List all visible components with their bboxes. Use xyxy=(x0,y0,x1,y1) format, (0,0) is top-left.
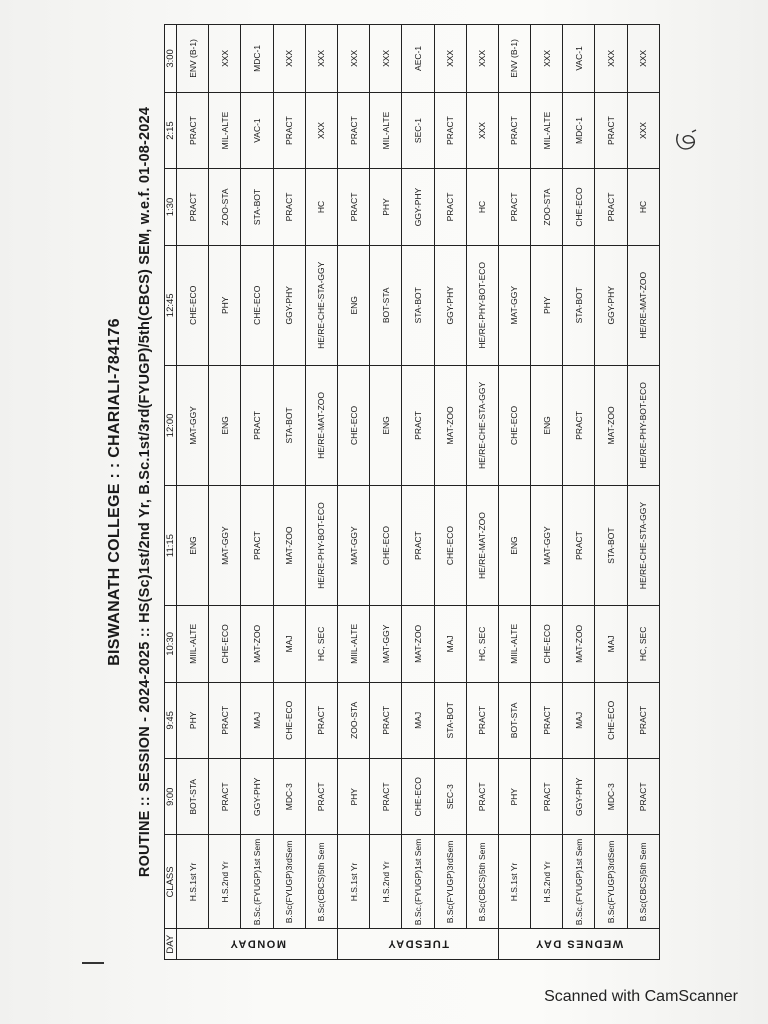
day-label: TUESDAY xyxy=(337,929,498,960)
class-cell: B.Sc.(FYUGP)1st Sem xyxy=(402,835,434,929)
class-cell: B.Sc(CBCS)5th Sem xyxy=(305,835,337,929)
subject-cell: CHE-ECO xyxy=(402,759,434,835)
subject-cell: PRACT xyxy=(402,365,434,485)
subject-cell: MDC-3 xyxy=(273,759,305,835)
subject-cell: HE/RE-PHY-BOT-ECO xyxy=(466,245,498,365)
subject-cell: GGY-PHY xyxy=(595,245,627,365)
subject-cell: MAT-GGY xyxy=(209,486,241,606)
table-row xyxy=(241,25,273,960)
subject-cell: MAT-GGY xyxy=(337,486,369,606)
subject-cell: AEC-1 xyxy=(402,25,434,93)
subject-cell: PRACT xyxy=(337,169,369,245)
subject-cell: PHY xyxy=(498,759,530,835)
subject-cell: CHE-ECO xyxy=(209,606,241,682)
subject-cell: MAT-GGY xyxy=(370,606,402,682)
subject-cell: PRACT xyxy=(305,682,337,758)
subject-cell: PRACT xyxy=(466,759,498,835)
subject-cell: CHE-ECO xyxy=(531,606,563,682)
subject-cell: HC, SEC xyxy=(466,606,498,682)
subject-cell: PRACT xyxy=(209,759,241,835)
subject-cell: HC xyxy=(305,169,337,245)
subject-cell: HE/RE-PHY-BOT-ECO xyxy=(627,365,659,485)
table-row xyxy=(337,25,369,960)
subject-cell: CHE-ECO xyxy=(498,365,530,485)
table-row xyxy=(177,25,209,960)
subject-cell: PRACT xyxy=(563,365,595,485)
subject-cell: VAC-1 xyxy=(563,25,595,93)
subject-cell: STA-BOT xyxy=(402,245,434,365)
subject-cell: PRACT xyxy=(466,682,498,758)
subject-cell: CHE-ECO xyxy=(595,682,627,758)
subject-cell: VAC-1 xyxy=(241,92,273,168)
subject-cell: XXX xyxy=(209,25,241,93)
subject-cell: HC, SEC xyxy=(627,606,659,682)
subject-cell: HC, SEC xyxy=(305,606,337,682)
subject-cell: BOT-STA xyxy=(370,245,402,365)
routine-table xyxy=(164,24,660,960)
subject-cell: MDC-1 xyxy=(241,25,273,93)
subject-cell: STA-BOT xyxy=(563,245,595,365)
subject-cell: STA-BOT xyxy=(273,365,305,485)
subject-cell: CHE-ECO xyxy=(563,169,595,245)
subject-cell: PRACT xyxy=(241,486,273,606)
subject-cell: XXX xyxy=(531,25,563,93)
subject-cell: XXX xyxy=(434,25,466,93)
margin-pen-mark xyxy=(82,962,104,964)
subject-cell: MAT-ZOO xyxy=(273,486,305,606)
subject-cell: MAT-GGY xyxy=(531,486,563,606)
subject-cell: MIL-ALTE xyxy=(370,92,402,168)
subject-cell: ENG xyxy=(337,245,369,365)
subject-cell: HE/RE-CHE-STA-GGY xyxy=(627,486,659,606)
subject-cell: PRACT xyxy=(627,682,659,758)
time-header: 12:00 xyxy=(165,365,177,485)
subject-cell: HE/RE-CHE-STA-GGY xyxy=(305,245,337,365)
subject-cell: ENG xyxy=(531,365,563,485)
subject-cell: MAJ xyxy=(241,682,273,758)
class-cell: B.Sc(FYUGP)3rdSem xyxy=(273,835,305,929)
table-row xyxy=(273,25,305,960)
subject-cell: HE/RE-MAT-ZOO xyxy=(466,486,498,606)
subject-cell: PRACT xyxy=(273,169,305,245)
subject-cell: MDC-3 xyxy=(595,759,627,835)
subject-cell: PRACT xyxy=(595,92,627,168)
subject-cell: PRACT xyxy=(563,486,595,606)
subject-cell: BOT-STA xyxy=(498,682,530,758)
class-cell: B.Sc(FYUGP)3rdSem xyxy=(595,835,627,929)
subject-cell: PRACT xyxy=(402,486,434,606)
subject-cell: MIL-ALTE xyxy=(209,92,241,168)
subject-cell: PHY xyxy=(337,759,369,835)
subject-cell: PHY xyxy=(531,245,563,365)
table-row xyxy=(563,25,595,960)
pen-scribble-mark xyxy=(672,128,702,156)
subject-cell: PRACT xyxy=(595,169,627,245)
time-header: 3:00 xyxy=(165,25,177,93)
table-row xyxy=(209,25,241,960)
subject-cell: CHE-ECO xyxy=(273,682,305,758)
table-row xyxy=(531,25,563,960)
class-cell: B.Sc.(FYUGP)1st Sem xyxy=(563,835,595,929)
table-row xyxy=(498,25,530,960)
class-cell: B.Sc(CBCS)5th Sem xyxy=(466,835,498,929)
subject-cell: HE/RE-MAT-ZOO xyxy=(305,365,337,485)
subject-cell: SEC-3 xyxy=(434,759,466,835)
subject-cell: MIIL-ALTE xyxy=(337,606,369,682)
subject-cell: ZOO-STA xyxy=(337,682,369,758)
subject-cell: MAT-ZOO xyxy=(402,606,434,682)
subject-cell: PRACT xyxy=(370,759,402,835)
class-cell: B.Sc(FYUGP)3rdSem xyxy=(434,835,466,929)
subject-cell: ENG xyxy=(209,365,241,485)
subject-cell: PRACT xyxy=(209,682,241,758)
table-row xyxy=(595,25,627,960)
subject-cell: PRACT xyxy=(241,365,273,485)
time-header: 12:45 xyxy=(165,245,177,365)
subject-cell: PRACT xyxy=(370,682,402,758)
subject-cell: XXX xyxy=(370,25,402,93)
subject-cell: GGY-PHY xyxy=(434,245,466,365)
subject-cell: PRACT xyxy=(177,92,209,168)
subject-cell: MAJ xyxy=(595,606,627,682)
subject-cell: CHE-ECO xyxy=(370,486,402,606)
subject-cell: ZOO-STA xyxy=(531,169,563,245)
subject-cell: MAT-ZOO xyxy=(241,606,273,682)
subject-cell: HE/RE-MAT-ZOO xyxy=(627,245,659,365)
subject-cell: XXX xyxy=(305,92,337,168)
class-cell: H.S.1st Yr xyxy=(177,835,209,929)
rotated-content xyxy=(100,24,660,960)
subject-cell: ENG xyxy=(177,486,209,606)
subject-cell: MAJ xyxy=(434,606,466,682)
subject-cell: GGY-PHY xyxy=(402,169,434,245)
subject-cell: HE/RE-CHE-STA-GGY xyxy=(466,365,498,485)
subject-cell: XXX xyxy=(305,25,337,93)
subject-cell: XXX xyxy=(627,92,659,168)
subject-cell: MIL-ALTE xyxy=(531,92,563,168)
subject-cell: HE/RE-PHY-BOT-ECO xyxy=(305,486,337,606)
subject-cell: ENV (B-1) xyxy=(498,25,530,93)
time-header: 2:15 xyxy=(165,92,177,168)
subject-cell: PRACT xyxy=(531,682,563,758)
routine-body xyxy=(177,25,660,960)
subject-cell: MIIL-ALTE xyxy=(498,606,530,682)
subject-cell: PRACT xyxy=(627,759,659,835)
class-header: CLASS xyxy=(165,835,177,929)
subject-cell: PRACT xyxy=(305,759,337,835)
subject-cell: HC xyxy=(627,169,659,245)
class-cell: H.S.1st Yr xyxy=(498,835,530,929)
subject-cell: XXX xyxy=(337,25,369,93)
subject-cell: CHE-ECO xyxy=(177,245,209,365)
subject-cell: PHY xyxy=(370,169,402,245)
day-label: WEDNES DAY xyxy=(498,929,659,960)
subject-cell: ENG xyxy=(498,486,530,606)
class-cell: H.S.2nd Yr xyxy=(209,835,241,929)
time-header: 9:45 xyxy=(165,682,177,758)
subject-cell: PHY xyxy=(209,245,241,365)
day-label: MONDAY xyxy=(177,929,338,960)
time-header: 9:00 xyxy=(165,759,177,835)
day-header: DAY xyxy=(165,929,177,960)
class-cell: B.Sc(CBCS)5th Sem xyxy=(627,835,659,929)
camscanner-watermark: Scanned with CamScanner xyxy=(544,988,738,1005)
subject-cell: MAT-GGY xyxy=(177,365,209,485)
time-header: 1:30 xyxy=(165,169,177,245)
table-row xyxy=(370,25,402,960)
subject-cell: STA-BOT xyxy=(241,169,273,245)
subject-cell: PHY xyxy=(177,682,209,758)
subject-cell: BOT-STA xyxy=(177,759,209,835)
subject-cell: MAT-ZOO xyxy=(563,606,595,682)
subject-cell: ZOO-STA xyxy=(209,169,241,245)
subject-cell: ENV (B-1) xyxy=(177,25,209,93)
time-header: 10:30 xyxy=(165,606,177,682)
class-cell: H.S.2nd Yr xyxy=(370,835,402,929)
class-cell: H.S.2nd Yr xyxy=(531,835,563,929)
table-row xyxy=(627,25,659,960)
college-title: BISWANATH COLLEGE : : CHARIALI-784176 xyxy=(106,318,123,666)
subject-cell: XXX xyxy=(466,92,498,168)
header-row xyxy=(165,25,177,960)
subject-cell: MDC-1 xyxy=(563,92,595,168)
subject-cell: STA-BOT xyxy=(434,682,466,758)
subject-cell: PRACT xyxy=(273,92,305,168)
subject-cell: MIIL-ALTE xyxy=(177,606,209,682)
routine-subtitle: ROUTINE :: SESSION - 2024-2025 :: HS(Sc)1st/2nd Yr, B.Sc.1st/3rd(FYUGP)/5th(CBCS) SEM, w.e.f. 01-08-2024 xyxy=(137,106,153,878)
subject-cell: ENG xyxy=(370,365,402,485)
class-cell: H.S.1st Yr xyxy=(337,835,369,929)
subject-cell: SEC-1 xyxy=(402,92,434,168)
subject-cell: MAJ xyxy=(563,682,595,758)
subject-cell: STA-BOT xyxy=(595,486,627,606)
subject-cell: CHE-ECO xyxy=(434,486,466,606)
subject-cell: PRACT xyxy=(434,169,466,245)
subject-cell: XXX xyxy=(595,25,627,93)
table-row xyxy=(305,25,337,960)
subject-cell: PRACT xyxy=(177,169,209,245)
subject-cell: XXX xyxy=(466,25,498,93)
routine-document xyxy=(100,24,660,960)
subject-cell: CHE-ECO xyxy=(337,365,369,485)
subject-cell: XXX xyxy=(273,25,305,93)
subject-cell: MAJ xyxy=(273,606,305,682)
subject-cell: PRACT xyxy=(498,92,530,168)
subject-cell: GGY-PHY xyxy=(273,245,305,365)
subject-cell: PRACT xyxy=(531,759,563,835)
subject-cell: PRACT xyxy=(337,92,369,168)
table-row xyxy=(466,25,498,960)
subject-cell: MAT-ZOO xyxy=(595,365,627,485)
subject-cell: XXX xyxy=(627,25,659,93)
table-row xyxy=(434,25,466,960)
subject-cell: MAJ xyxy=(402,682,434,758)
subject-cell: PRACT xyxy=(434,92,466,168)
subject-cell: MAT-GGY xyxy=(498,245,530,365)
time-header: 11:15 xyxy=(165,486,177,606)
subject-cell: HC xyxy=(466,169,498,245)
subject-cell: MAT-ZOO xyxy=(434,365,466,485)
class-cell: B.Sc.(FYUGP)1st Sem xyxy=(241,835,273,929)
table-row xyxy=(402,25,434,960)
subject-cell: GGY-PHY xyxy=(241,759,273,835)
subject-cell: PRACT xyxy=(498,169,530,245)
subject-cell: CHE-ECO xyxy=(241,245,273,365)
subject-cell: GGY-PHY xyxy=(563,759,595,835)
